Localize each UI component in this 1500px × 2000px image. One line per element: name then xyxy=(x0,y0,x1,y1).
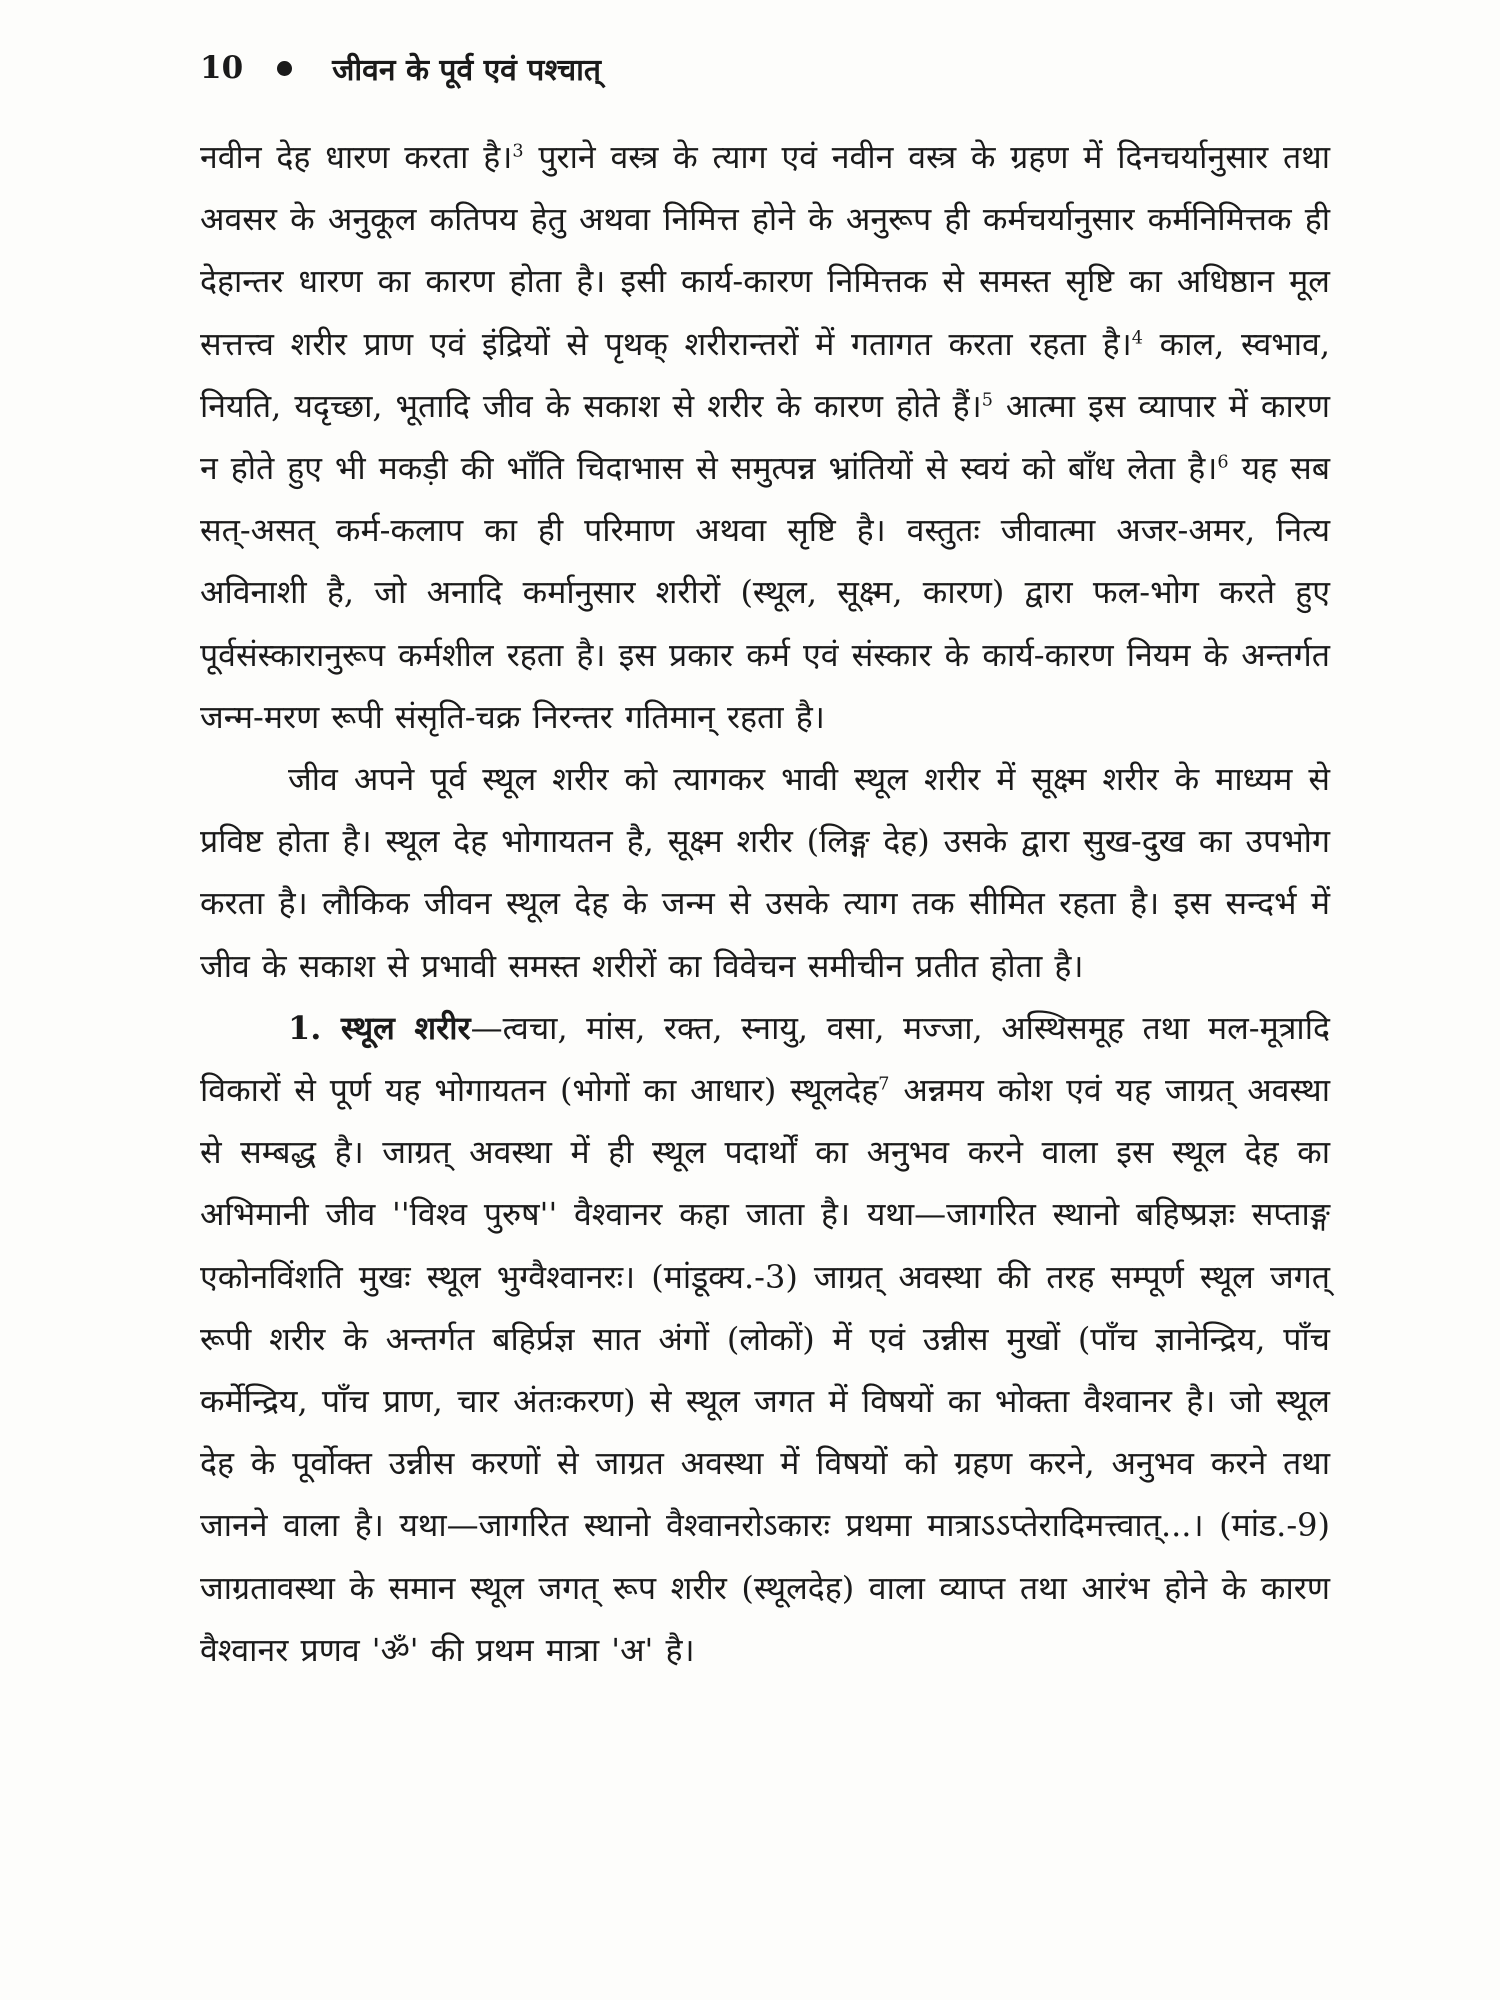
footnote-ref-7: 7 xyxy=(878,1074,890,1095)
paragraph-3 xyxy=(200,997,1330,1681)
paragraph-2 xyxy=(200,748,1330,997)
running-header xyxy=(200,40,1330,96)
text-segment: आत्मा इस व्यापार में कारण न होते हुए भी मकड़ी की भाँति चिदाभास से समुत्पन्न भ्रांतियों से स्वयं को बाँध लेता है। xyxy=(200,386,1330,488)
footnote-ref-5: 5 xyxy=(981,390,993,411)
page-number: 10 xyxy=(200,50,244,86)
text-segment: काल, स्वभाव, नियति, यदृच्छा, भूतादि जीव के सकाश से शरीर के कारण होते हैं। xyxy=(200,324,1330,425)
bullet-separator-icon xyxy=(277,61,292,76)
section-heading-sthool-shareer: 1. स्थूल शरीर xyxy=(288,1008,471,1047)
text-segment: —त्वचा, मांस, रक्त, स्नायु, वसा, मज्जा, अस्थिसमूह तथा मल-मूत्रादि विकारों से पूर्ण यह भोगायतन (भोगों का आधार) स्थूलदेह xyxy=(200,1008,1330,1110)
text-segment: पुराने वस्त्र के त्याग एवं नवीन वस्त्र के ग्रहण में दिनचर्यानुसार तथा अवसर के अनुकूल कतिपय हेतु अथवा निमित्त होने के अनुरूप ही कर्मचर्यानुसार कर्मनिमित्तक ही देहान्तर धारण का कारण होता है। इसी कार्य-कारण निमित्तक से समस्त सृष्टि का अधिष्ठान मूल सत्तत्त्व शरीर प्राण एवं इंद्रियों से पृथक् शरीरान्तरों में गतागत करता रहता है। xyxy=(200,138,1330,363)
paragraph-1 xyxy=(200,126,1330,748)
text-segment: नवीन देह धारण करता है। xyxy=(200,138,513,176)
text-segment: जीव अपने पूर्व स्थूल शरीर को त्यागकर भावी स्थूल शरीर में सूक्ष्म शरीर के माध्यम से प्रविष्ट होता है। स्थूल देह भोगायतन है, सूक्ष्म शरीर (लिङ्ग देह) उसके द्वारा सुख-दुख का उपभोग करता है। लौकिक जीवन स्थूल देह के जन्म से उसके त्याग तक सीमित रहता है। इस सन्दर्भ में जीव के सकाश से प्रभावी समस्त शरीरों का विवेचन समीचीन प्रतीत होता है। xyxy=(200,760,1330,985)
body-text xyxy=(200,126,1330,1681)
footnote-ref-3: 3 xyxy=(512,141,524,162)
text-segment: यह सब सत्-असत् कर्म-कलाप का ही परिमाण अथवा सृष्टि है। वस्तुतः जीवात्मा अजर-अमर, नित्य अविनाशी है, जो अनादि कर्मानुसार शरीरों (स्थूल, सूक्ष्म, कारण) द्वारा फल-भोग करते हुए पूर्वसंस्कारानुरूप कर्मशील रहता है। इस प्रकार कर्म एवं संस्कार के कार्य-कारण नियम के अन्तर्गत जन्म-मरण रूपी संसृति-चक्र निरन्तर गतिमान् रहता है। xyxy=(200,449,1330,736)
footnote-ref-6: 6 xyxy=(1217,452,1229,473)
footnote-ref-4: 4 xyxy=(1131,327,1143,348)
book-title: जीवन के पूर्व एवं पश्चात् xyxy=(332,52,602,88)
text-segment: अन्नमय कोश एवं यह जाग्रत् अवस्था से सम्बद्ध है। जाग्रत् अवस्था में ही स्थूल पदार्थों का अनुभव करने वाला इस स्थूल देह का अभिमानी जीव ''विश्व पुरुष'' वैश्वानर कहा जाता है। यथा—जागरित स्थानो बहिष्प्रज्ञः सप्ताङ्ग एकोनविंशति मुखः स्थूल भुग्वैश्वानरः। (मांडूक्य.-3) जाग्रत् अवस्था की तरह सम्पूर्ण स्थूल जगत् रूपी शरीर के अन्तर्गत बहिर्प्रज्ञ सात अंगों (लोकों) में एवं उन्नीस मुखों (पाँच ज्ञानेन्द्रिय, पाँच कर्मेन्द्रिय, पाँच प्राण, चार अंतःकरण) से स्थूल जगत में विषयों का भोक्ता वैश्वानर है। जो स्थूल देह के पूर्वोक्त उन्नीस करणों से जाग्रत अवस्था में विषयों को ग्रहण करने, अनुभव करने तथा जानने वाला है। यथा—जागरित स्थानो वैश्वानरोऽकारः प्रथमा मात्राऽऽप्तेरादिमत्त्वात्...। (मांड.-9) जाग्रतावस्था के समान स्थूल जगत् रूप शरीर (स्थूलदेह) वाला व्याप्त तथा आरंभ होने के कारण वैश्वानर प्रणव 'ॐ' की प्रथम मात्रा 'अ' है। xyxy=(200,1071,1330,1669)
